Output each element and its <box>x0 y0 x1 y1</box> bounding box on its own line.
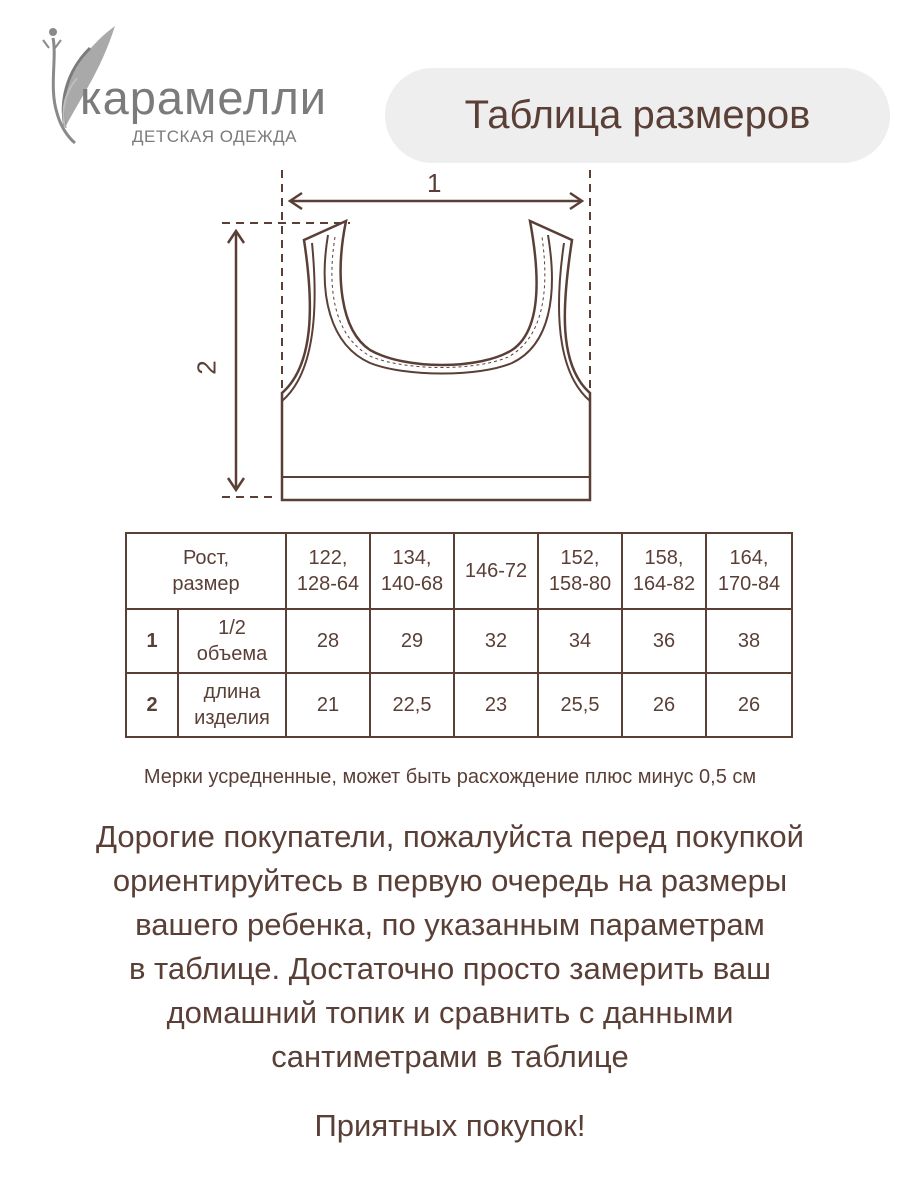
table-cell: 26 <box>706 673 792 737</box>
customer-message <box>20 815 880 1079</box>
size-header-line: 164-82 <box>632 573 696 595</box>
size-column-header <box>622 533 706 609</box>
row-label-line: объема <box>196 643 268 665</box>
size-header-line: 128-64 <box>296 573 360 595</box>
table-cell: 29 <box>370 609 454 673</box>
header-height-size <box>126 533 286 609</box>
size-column-header <box>454 533 538 609</box>
size-header-line: 152, <box>560 547 600 569</box>
size-table <box>125 532 793 738</box>
table-row <box>126 609 792 673</box>
message-line: вашего ребенка, по указанным параметрам <box>135 907 765 942</box>
message-line: сантиметрами в таблице <box>271 1039 629 1074</box>
row-label <box>178 673 286 737</box>
message-line: ориентируйтесь в первую очередь на размеры <box>112 863 788 898</box>
table-cell: 38 <box>706 609 792 673</box>
table-header-row <box>126 533 792 609</box>
message-line: Дорогие покупатели, пожалуйста перед покупкой <box>95 819 804 854</box>
crop-top-diagram <box>190 165 610 510</box>
size-header-line: 140-68 <box>380 573 444 595</box>
row-label-line: изделия <box>194 707 270 729</box>
size-column-header <box>706 533 792 609</box>
size-header-line: 164, <box>729 547 769 569</box>
table-row <box>126 673 792 737</box>
message-line: домашний топик и сравнить с данными <box>166 995 734 1030</box>
size-header-line: 134, <box>392 547 432 569</box>
row-number: 1 <box>126 609 178 673</box>
table-cell: 21 <box>286 673 370 737</box>
brand-tagline: ДЕТСКАЯ ОДЕЖДА <box>132 127 298 146</box>
size-header-line: 158, <box>644 547 684 569</box>
table-cell: 32 <box>454 609 538 673</box>
table-cell: 23 <box>454 673 538 737</box>
table-cell: 28 <box>286 609 370 673</box>
size-column-header <box>370 533 454 609</box>
length-dimension-label: 2 <box>191 360 222 375</box>
measurement-note: Мерки усредненные, может быть расхождение плюс минус 0,5 см <box>143 766 757 788</box>
width-dimension-label: 1 <box>427 168 442 198</box>
table-cell: 26 <box>622 673 706 737</box>
row-label <box>178 609 286 673</box>
row-number: 2 <box>126 673 178 737</box>
brand-name: карамелли <box>80 71 328 124</box>
page-title: Таблица размеров <box>464 93 811 137</box>
size-column-header <box>538 533 622 609</box>
size-header-line: 122, <box>308 547 348 569</box>
size-header-line: 146-72 <box>464 560 528 582</box>
table-cell: 25,5 <box>538 673 622 737</box>
header-label-line: Рост, <box>182 547 230 569</box>
size-column-header <box>286 533 370 609</box>
row-label-line: 1/2 <box>218 617 246 639</box>
row-label-line: длина <box>203 681 261 703</box>
size-header-line: 158-80 <box>548 573 612 595</box>
table-cell: 34 <box>538 609 622 673</box>
message-line: в таблице. Достаточно просто замерить ваш <box>128 951 772 986</box>
size-header-line: 170-84 <box>717 573 781 595</box>
closing-text: Приятных покупок! <box>314 1108 586 1143</box>
table-cell: 22,5 <box>370 673 454 737</box>
header-label-line: размер <box>172 573 240 595</box>
table-cell: 36 <box>622 609 706 673</box>
